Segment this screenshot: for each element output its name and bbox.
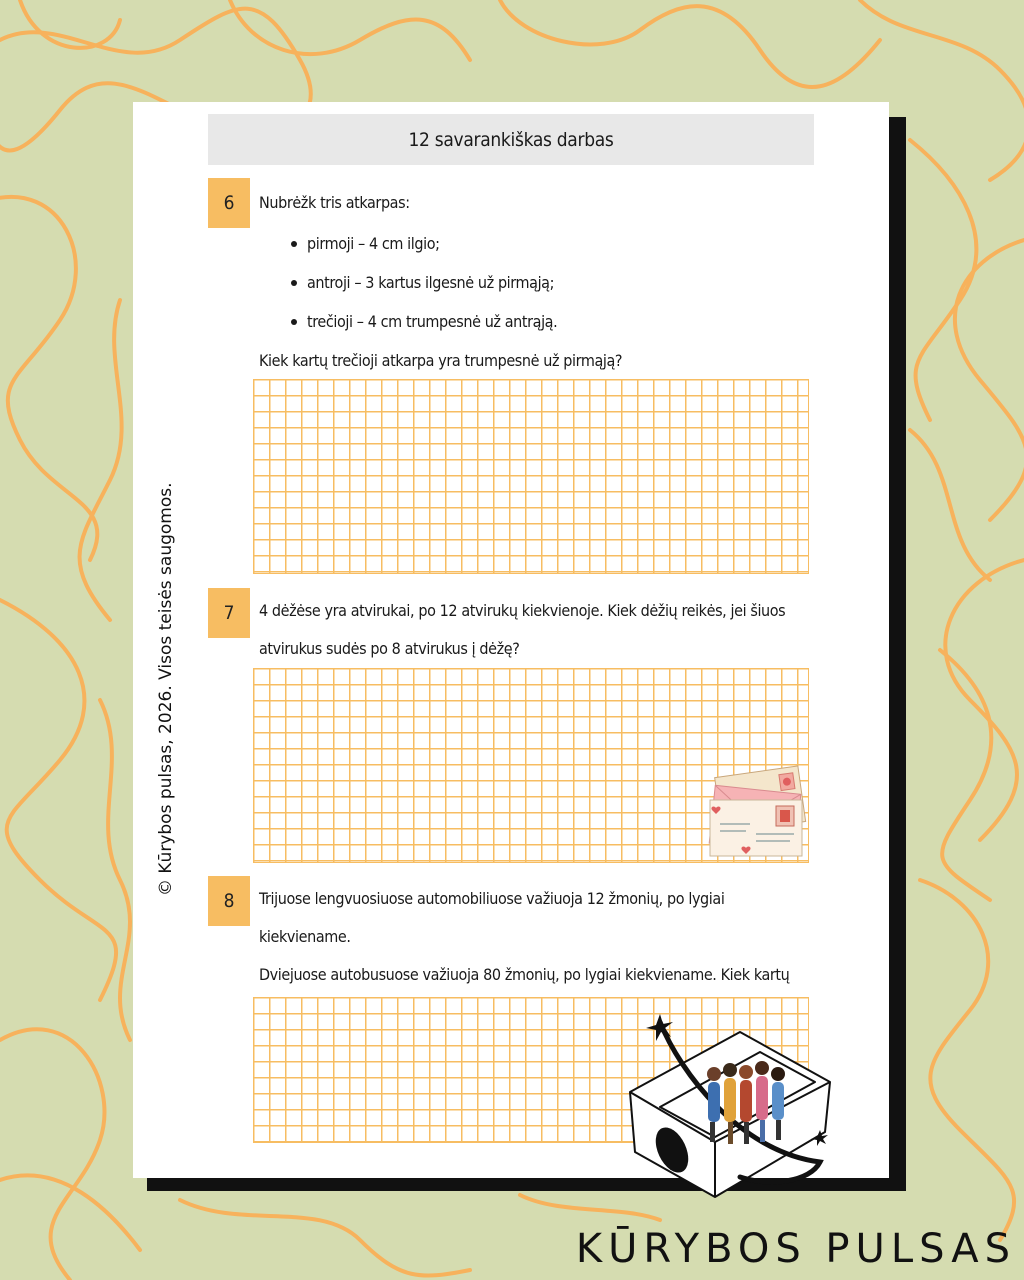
task-6-question: Kiek kartų trečioji atkarpa yra trumpesnė už pirmąją? <box>259 351 623 370</box>
task-6-intro: Nubrėžk tris atkarpas: <box>259 193 410 212</box>
worksheet-title <box>208 114 814 165</box>
task-6-bullet-list <box>289 224 557 341</box>
copyright-notice: © Kūrybos pulsas, 2026. Visos teisės saugomos. <box>156 482 176 896</box>
task-8-number-badge <box>208 876 250 926</box>
task-6-bullet-1: pirmoji – 4 cm ilgio; <box>289 224 557 263</box>
task-7-number-badge <box>208 588 250 638</box>
task-8-line-1: Trijuose lengvuosiuose automobiliuose važiuoja 12 žmonių, po lygiai kiekviename. <box>259 889 725 946</box>
sharpener-with-people-illustration <box>620 1012 840 1212</box>
task-7-text <box>259 592 819 668</box>
task-6-number: 6 <box>223 192 235 214</box>
worksheet-title-text: 12 savarankiškas darbas <box>408 128 614 151</box>
task-7-line-2: atvirukus sudės po 8 atvirukus į dėžę? <box>259 639 520 658</box>
task-6-number-badge <box>208 178 250 228</box>
task-7-number: 7 <box>223 602 235 624</box>
postcards-illustration <box>706 764 810 862</box>
brand-logo-text: KŪRYBOS PULSAS <box>575 1226 1016 1272</box>
task-7-line-1: 4 dėžėse yra atvirukai, po 12 atvirukų kiekvienoje. Kiek dėžių reikės, jei šiuos <box>259 601 786 620</box>
task-8-line-2: Dviejuose autobusuose važiuoja 80 žmonių, po lygiai kiekviename. Kiek kartų <box>259 965 790 984</box>
task-6-bullet-3: trečioji – 4 cm trumpesnė už antrąją. <box>289 302 557 341</box>
task-6-answer-grid[interactable] <box>253 379 809 574</box>
task-8-number: 8 <box>223 890 235 912</box>
task-6-bullet-2: antroji – 3 kartus ilgesnė už pirmąją; <box>289 263 557 302</box>
